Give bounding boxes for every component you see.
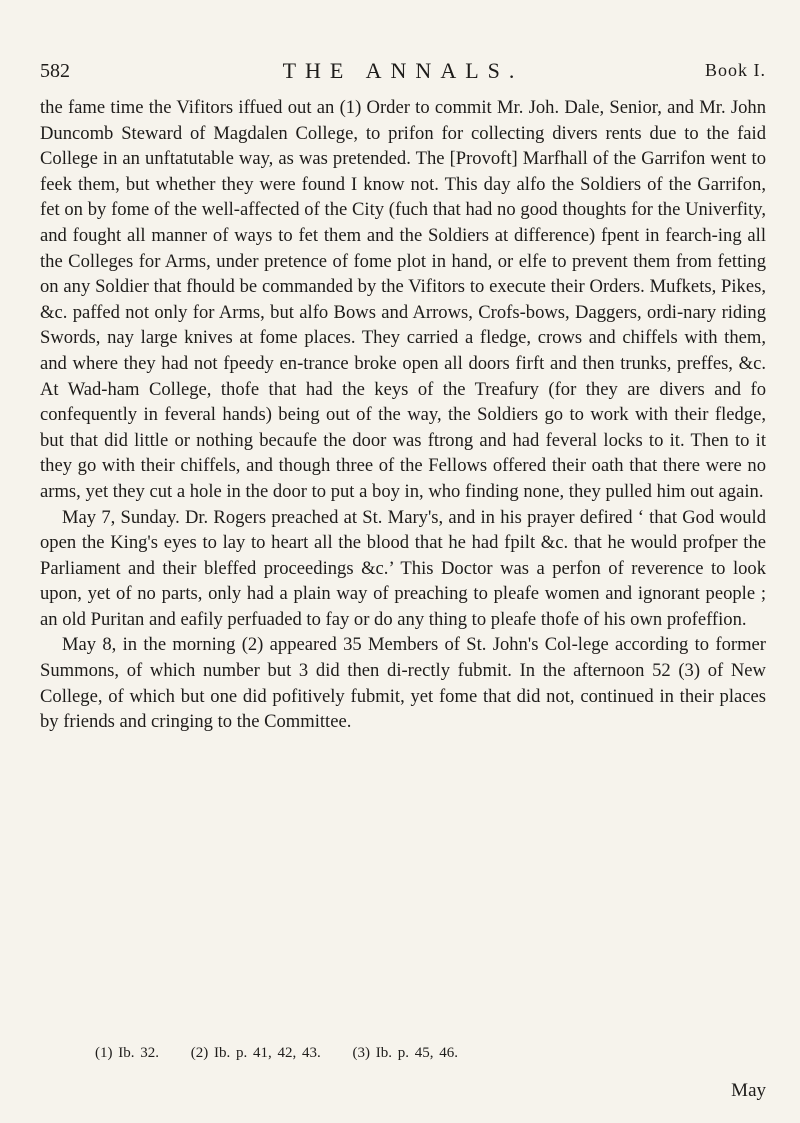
body-text (40, 95, 766, 735)
footnotes (95, 1045, 755, 1062)
footnote-1: (1) Ib. 32. (95, 1045, 159, 1061)
footnote-2: (2) Ib. p. 41, 42, 43. (190, 1045, 321, 1061)
page-number: 582 (40, 60, 70, 82)
footnote-3: (3) Ib. p. 45, 46. (352, 1045, 458, 1061)
catchword: May (731, 1080, 766, 1101)
page-header (40, 58, 766, 88)
paragraph-3: May 8, in the morning (2) appeared 35 Members of St. John's Col-lege according to former Summons, of which number but 3 did then di-rectly fubmit. In the afternoon 52 (3) of New College, of which but one did pofitively fubmit, yet fome that did not, continued in their places by friends and cringing to the Committee. (40, 634, 766, 733)
paragraph-2: May 7, Sunday. Dr. Rogers preached at St. Mary's, and in his prayer defired ‘ that God would open the King's eyes to lay to heart all the blood that he had fpilt &c. that he would profper the Parliament and their bleffed proceedings &c.’ This Doctor was a perfon of reverence to look upon, yet of no parts, only had a plain way of preaching to pleafe women and ignorant people ; an old Puritan and eafily perfuaded to fay or do any thing to pleafe thofe of his own profeffion. (40, 506, 766, 630)
running-title: THE ANNALS. (282, 58, 524, 83)
paragraph-1: the fame time the Vifitors iffued out an (1) Order to commit Mr. Joh. Dale, Senior, and Mr. John Duncomb Steward of Magdalen College, to prifon for collecting divers rents due to the faid College in an unftatutable way, as was pretended. The [Provoft] Marfhall of the Garrifon went to feek them, but whether they were found I know not. This day alfo the Soldiers of the Garrifon, fet on by fome of the well-affected of the City (fuch that had no good thoughts for the Univerfity, and fought all manner of ways to fet them and the Soldiers at difference) fpent in fearch-ing all the Colleges for Arms, under pretence of fome plot in hand, or elfe to prevent them from fetting on any Soldier that fhould be commanded by the Vifitors to execute their Orders. Mufkets, Pikes, &c. paffed not only for Arms, but alfo Bows and Arrows, Crofs-bows, Daggers, ordi-nary riding Swords, nay large knives at fome places. They carried a fledge, crows and chiffels with them, and where they had not fpeedy en-trance broke open all doors firft and then trunks, preffes, &c. At Wad-ham College, thofe that had the keys of the Treafury (for they are divers and fo confequently in feveral hands) being out of the way, the Soldiers go to work with their fledge, but that did little or nothing becaufe the door was ftrong and had feveral locks to it. Then to it they go with their chiffels, and though three of the Fellows offered their oath that there were no arms, yet they cut a hole in the door to put a boy in, who finding none, they pulled him out again. (40, 97, 766, 502)
book-label: Book I. (705, 60, 766, 80)
